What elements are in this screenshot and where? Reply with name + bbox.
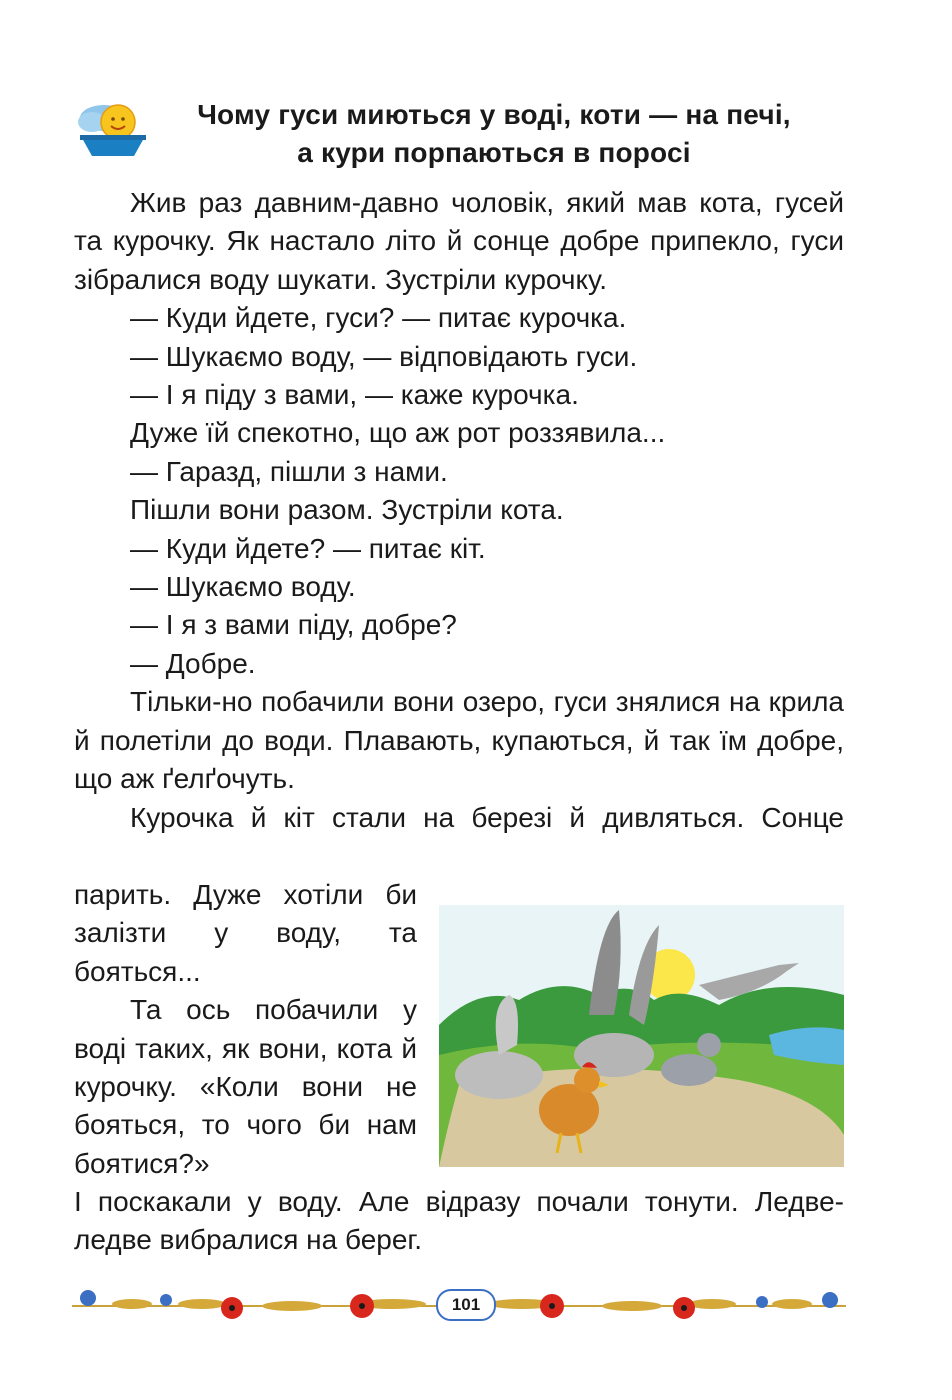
paragraph: — І я з вами піду, добре? bbox=[130, 609, 457, 641]
story-text-bottom bbox=[74, 1183, 844, 1260]
section-header bbox=[74, 96, 844, 176]
story-text-wrap bbox=[74, 876, 417, 1183]
title-line-2: а кури порпаються в поросі bbox=[297, 137, 691, 168]
paragraph: Курочка й кіт стали на березі й дивляться. Сонце bbox=[130, 801, 844, 833]
paragraph: — Куди йдете, гуси? — питає курочка. bbox=[130, 302, 627, 334]
paragraph: Пішли вони разом. Зустріли кота. bbox=[130, 494, 564, 526]
paragraph: — Добре. bbox=[130, 647, 256, 679]
paragraph: — Шукаємо воду. bbox=[130, 571, 356, 603]
page-title bbox=[154, 96, 834, 172]
paragraph: Та ось побачили у воді таких, як вони, кота й курочку. «Коли вони не бояться, то чого би нам боятися?» bbox=[74, 994, 417, 1179]
paragraph: парить. Дуже хотіли би залізти у воду, та бояться... bbox=[74, 879, 417, 987]
story-text-top bbox=[74, 184, 844, 837]
paragraph: І поскакали у воду. Але відразу почали тонути. Ледве-ледве вибралися на берег. bbox=[74, 1186, 844, 1256]
geese-hen-cat-illustration bbox=[439, 905, 844, 1167]
paragraph: Дуже їй спекотно, що аж рот роззявила... bbox=[130, 417, 666, 449]
paragraph: Тільки-но побачили вони озеро, гуси знялися на крила й полетіли до води. Плавають, купаються, й так їм добре, що аж ґелґочуть. bbox=[74, 686, 844, 795]
paragraph: — І я піду з вами, — каже курочка. bbox=[130, 379, 579, 411]
cloud-sun-boat-icon bbox=[74, 98, 150, 160]
page-number: 101 bbox=[451, 1295, 481, 1314]
paragraph: — Гаразд, пішли з нами. bbox=[130, 455, 448, 487]
paragraph: — Куди йдете? — питає кіт. bbox=[130, 532, 486, 564]
title-line-1: Чому гуси миються у воді, коти — на печі, bbox=[197, 99, 791, 130]
paragraph: — Шукаємо воду, — відповідають гуси. bbox=[130, 340, 638, 372]
paragraph: Жив раз давним-давно чоловік, який мав кота, гусей та курочку. Як настало літо й сонце добре припекло, гуси зібралися воду шукати. Зустріли курочку. bbox=[74, 187, 844, 295]
